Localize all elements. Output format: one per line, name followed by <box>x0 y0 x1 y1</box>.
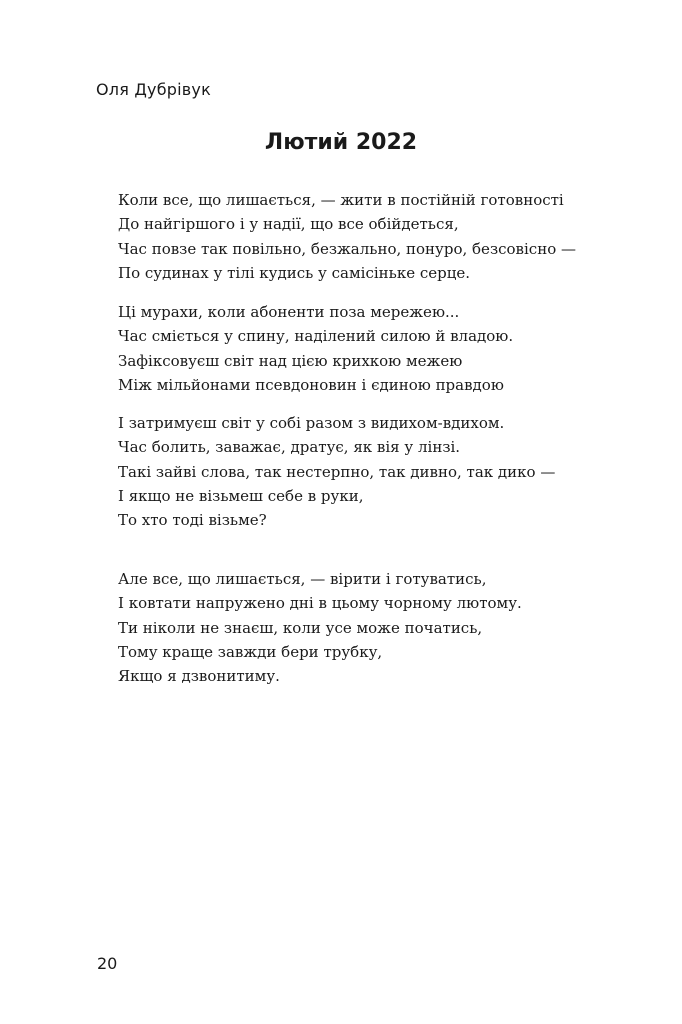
poem-line: Тому краще завжди бери трубку, <box>118 642 383 661</box>
poem-line: І якщо не візьмеш себе в руки, <box>118 486 364 505</box>
author-name: Оля Дубрівук <box>96 80 211 99</box>
poem-line: Час повзе так повільно, безжально, понуро, безсовісно — <box>118 239 576 258</box>
stanza-4 <box>118 567 638 688</box>
poem-line: І ковтати напружено дні в цьому чорному лютому. <box>118 594 522 613</box>
poem-line: Зафіксовуєш світ над цією крихкою межею <box>118 351 463 370</box>
poem-line: Ти ніколи не знаєш, коли усе може початись, <box>118 618 483 637</box>
page-number: 20 <box>97 954 118 973</box>
poem-line: Якщо я дзвонитиму. <box>118 667 280 686</box>
poem-line: Час болить, заважає, дратує, як вія у лінзі. <box>118 438 461 457</box>
stanza-2 <box>118 300 638 397</box>
poem-line: Між мільйонами псевдоновин і єдиною правдою <box>118 375 504 394</box>
poem-line: Час сміється у спину, наділений силою й владою. <box>118 327 514 346</box>
poem-line: Але все, що лишається, — вірити і готуватись, <box>118 570 487 588</box>
stanza-1 <box>118 188 638 285</box>
stanza-3 <box>118 411 638 532</box>
poem-line: До найгіршого і у надії, що все обійдеться, <box>118 215 459 234</box>
poem-line: Ці мурахи, коли абоненти поза мережею... <box>118 303 460 321</box>
poem-line: То хто тоді візьме? <box>118 511 267 530</box>
poem-line: Коли все, що лишається, — жити в постійній готовності <box>118 191 564 209</box>
poem-title: Лютий 2022 <box>264 130 418 155</box>
poem-line: Такі зайві слова, так нестерпно, так дивно, так дико — <box>118 462 556 481</box>
poem-line: І затримуєш світ у собі разом з видихом-вдихом. <box>118 414 505 432</box>
poem-line: По судинах у тілі кудись у самісіньке серце. <box>118 263 471 282</box>
